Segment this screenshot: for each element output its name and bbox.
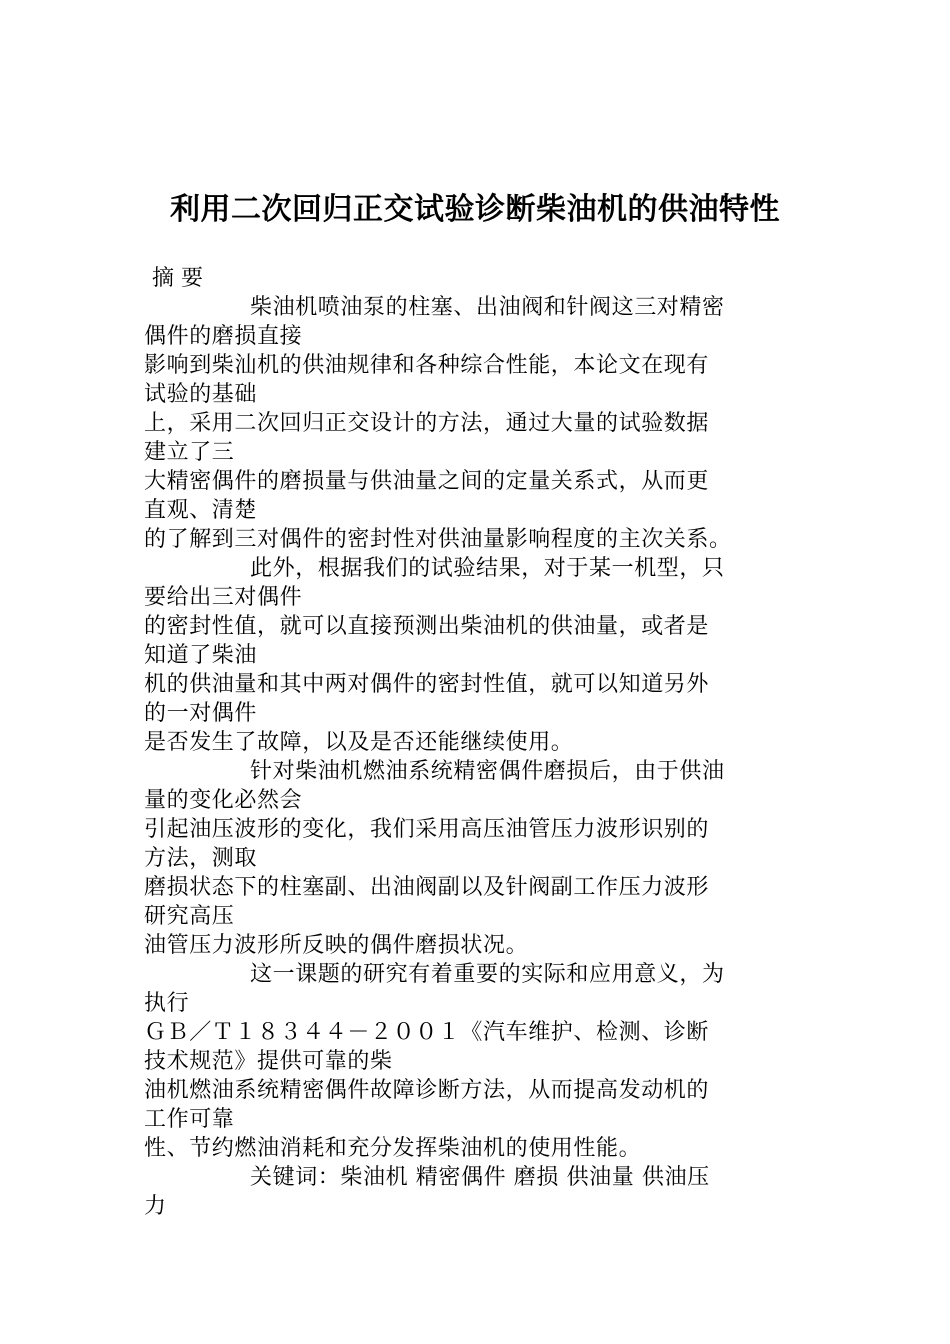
text-line: 量的变化必然会 [144, 788, 303, 813]
text-line: 这一课题的研究有着重要的实际和应用意义，为 [250, 962, 725, 987]
abstract-heading: 摘 要 [152, 266, 203, 291]
text-line: 要给出三对偶件 [144, 585, 303, 610]
text-line: 引起油压波形的变化，我们采用高压油管压力波形识别的 [144, 817, 710, 842]
text-line: 知道了柴油 [144, 643, 258, 668]
text-line: 直观、清楚 [144, 498, 258, 523]
text-line: 影响到柴汕机的供油规律和各种综合性能，本论文在现有 [144, 353, 710, 378]
text-line: 针对柴油机燃油系统精密偶件磨损后，由于供油 [250, 759, 725, 784]
text-line: 执行 [144, 991, 190, 1016]
text-line: 建立了三 [144, 440, 235, 465]
text-line: 试验的基础 [144, 382, 258, 407]
text-line: 偶件的磨损直接 [144, 324, 303, 349]
text-line: 的一对偶件 [144, 701, 258, 726]
text-line: 性、节约燃油消耗和充分发挥柴油机的使用性能。 [144, 1136, 642, 1161]
text-line: 的了解到三对偶件的密封性对供油量影响程度的主次关系。 [144, 527, 732, 552]
text-line: 方法，测取 [144, 846, 258, 871]
text-line: 油机燃油系统精密偶件故障诊断方法，从而提高发动机的 [144, 1078, 710, 1103]
text-line: 技术规范》提供可靠的柴 [144, 1049, 393, 1074]
text-line: ＧＢ／Ｔ１８３４４－２００１《汽车维护、检测、诊断 [144, 1020, 710, 1045]
text-line: 工作可靠 [144, 1107, 235, 1132]
text-line: 研究高压 [144, 904, 235, 929]
text-line: 上，采用二次回归正交设计的方法，通过大量的试验数据 [144, 411, 710, 436]
text-line: 柴油机喷油泵的柱塞、出油阀和针阀这三对精密 [250, 295, 725, 320]
text-line: 的密封性值，就可以直接预测出柴油机的供油量，或者是 [144, 614, 710, 639]
text-line: 磨损状态下的柱塞副、出油阀副以及针阀副工作压力波形 [144, 875, 710, 900]
text-line: 油管压力波形所反映的偶件磨损状况。 [144, 933, 529, 958]
page-title: 利用二次回归正交试验诊断柴油机的供油特性 [170, 192, 780, 227]
text-line: 大精密偶件的磨损量与供油量之间的定量关系式，从而更 [144, 469, 710, 494]
text-line: 此外，根据我们的试验结果，对于某一机型，只 [250, 556, 725, 581]
text-line: 关键词：柴油机 精密偶件 磨损 供油量 供油压 [250, 1165, 710, 1190]
text-line: 机的供油量和其中两对偶件的密封性值，就可以知道另外 [144, 672, 710, 697]
abstract-body [144, 293, 808, 1221]
text-line: 力 [144, 1194, 167, 1219]
text-line: 是否发生了故障，以及是否还能继续使用。 [144, 730, 574, 755]
